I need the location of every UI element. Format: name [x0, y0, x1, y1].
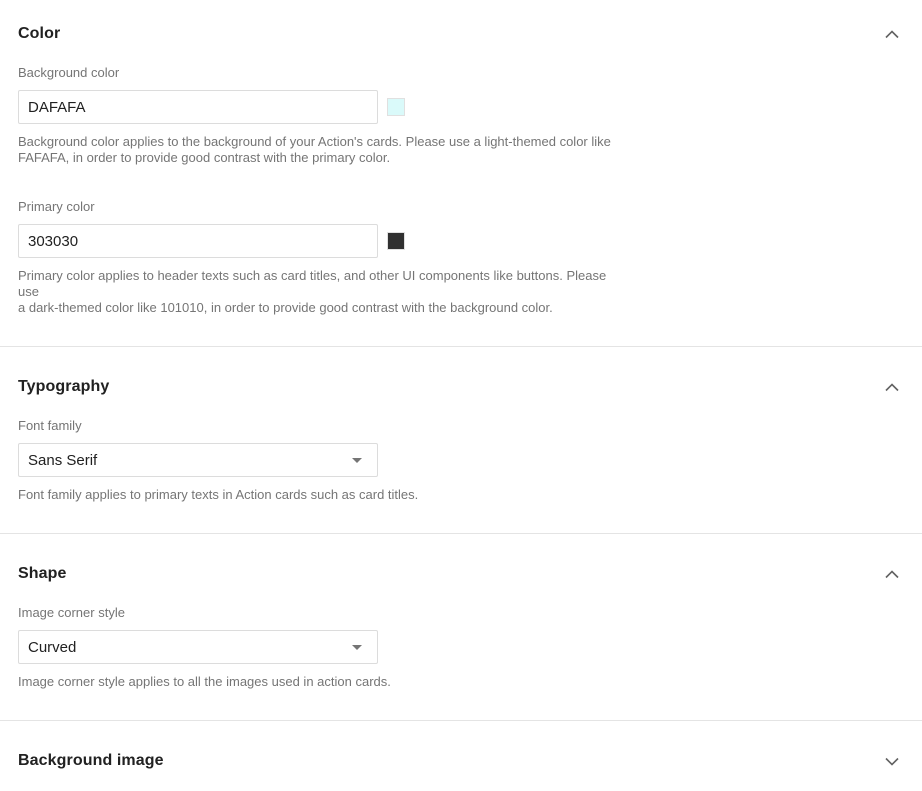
background-color-input-row [18, 90, 902, 124]
collapse-color-button[interactable] [882, 27, 902, 42]
section-title-color: Color [18, 25, 61, 42]
expand-background-image-button[interactable] [882, 754, 902, 769]
image-corner-style-label: Image corner style [18, 605, 125, 620]
background-color-helper: Background color applies to the background of your Action's cards. Please use a light-themed color like FAFAFA, in order to provide good contrast with the primary color. [18, 134, 611, 165]
font-family-label: Font family [18, 418, 82, 433]
image-corner-style-helper: Image corner style applies to all the images used in action cards. [18, 674, 391, 689]
font-family-field-group [18, 418, 902, 503]
collapse-typography-button[interactable] [882, 380, 902, 395]
collapse-shape-button[interactable] [882, 567, 902, 582]
primary-color-field-group [18, 199, 902, 316]
section-color-header [18, 25, 902, 43]
chevron-up-icon [884, 569, 900, 580]
section-title-shape: Shape [18, 565, 67, 582]
font-family-selected-value: Sans Serif [28, 451, 98, 469]
primary-color-swatch [387, 232, 405, 250]
background-color-swatch [387, 98, 405, 116]
section-background-image-header [18, 752, 902, 770]
section-shape-header [18, 565, 902, 583]
background-color-label: Background color [18, 65, 120, 80]
section-title-background-image: Background image [18, 752, 164, 769]
dropdown-caret-icon [352, 645, 362, 650]
background-color-field-group [18, 65, 902, 166]
section-background-image [0, 721, 922, 791]
primary-color-input[interactable] [18, 224, 378, 258]
primary-color-helper: Primary color applies to header texts such as card titles, and other UI components like buttons. Please use a dark-themed color like 101010, in order to provide good contrast with the background color. [18, 268, 607, 315]
image-corner-style-field-group [18, 605, 902, 690]
section-typography-header [18, 378, 902, 396]
background-color-input[interactable] [18, 90, 378, 124]
font-family-select[interactable] [18, 443, 378, 477]
section-shape [0, 534, 922, 721]
dropdown-caret-icon [352, 458, 362, 463]
image-corner-style-selected-value: Curved [28, 638, 77, 656]
chevron-down-icon [884, 756, 900, 767]
chevron-up-icon [884, 382, 900, 393]
section-color [0, 0, 922, 347]
primary-color-input-row [18, 224, 902, 258]
image-corner-style-select[interactable] [18, 630, 378, 664]
chevron-up-icon [884, 29, 900, 40]
primary-color-label: Primary color [18, 199, 95, 214]
font-family-helper: Font family applies to primary texts in Action cards such as card titles. [18, 487, 419, 502]
section-typography [0, 347, 922, 534]
section-title-typography: Typography [18, 378, 110, 395]
